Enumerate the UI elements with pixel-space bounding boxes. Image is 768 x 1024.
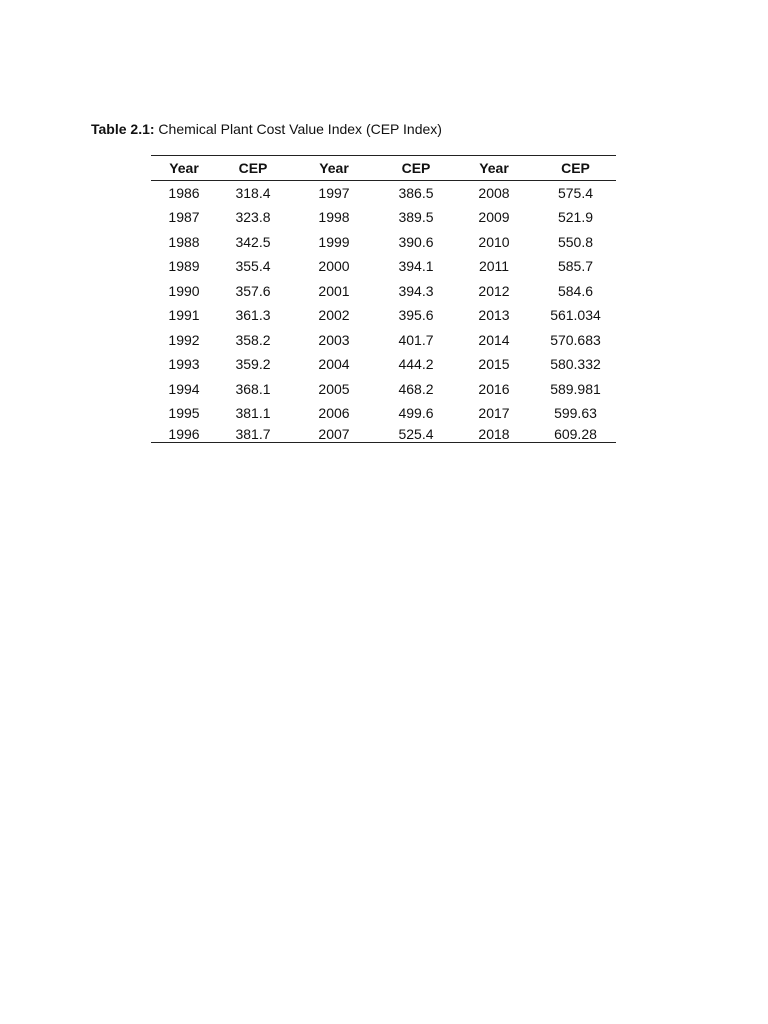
cell-year: 1986 xyxy=(168,185,200,201)
table-row xyxy=(151,254,616,279)
cell-cep: 389.5 xyxy=(398,209,434,226)
table-row xyxy=(151,230,616,255)
cell-year: 2015 xyxy=(478,356,510,373)
cell-year: 1999 xyxy=(318,233,350,250)
cell-cep: 499.6 xyxy=(398,405,434,422)
cell-year: 1994 xyxy=(168,380,200,397)
table-row xyxy=(151,303,616,328)
cell-year: 1987 xyxy=(168,209,200,226)
cell-year: 2007 xyxy=(289,426,379,443)
cell-year: 2013 xyxy=(478,307,510,324)
cell-year: 1988 xyxy=(168,233,200,250)
table-row xyxy=(151,352,616,377)
cell-cep: 359.2 xyxy=(235,356,271,373)
cep-index-table xyxy=(151,155,616,443)
cell-year: 1992 xyxy=(168,331,200,348)
cell-cep: 358.2 xyxy=(235,331,271,348)
header-row xyxy=(151,156,616,181)
table-caption xyxy=(91,120,442,138)
header-year-1: Year xyxy=(151,156,217,181)
cell-cep: 609.28 xyxy=(535,426,616,443)
cell-year: 2010 xyxy=(478,233,510,250)
header-cep-2: CEP xyxy=(379,156,453,181)
table-row xyxy=(151,279,616,304)
cell-year: 2016 xyxy=(478,380,510,397)
cell-year: 2018 xyxy=(453,426,535,443)
cell-cep: 589.981 xyxy=(550,380,601,397)
header-year-2: Year xyxy=(289,156,379,181)
cell-cep: 550.8 xyxy=(557,233,594,250)
cell-cep: 386.5 xyxy=(398,185,434,201)
cell-cep: 361.3 xyxy=(235,307,271,324)
cell-cep: 468.2 xyxy=(398,380,434,397)
cell-year: 1991 xyxy=(168,307,200,324)
table-header xyxy=(151,156,616,181)
cell-cep: 395.6 xyxy=(398,307,434,324)
cell-cep: 521.9 xyxy=(557,209,594,226)
cell-year: 1996 xyxy=(151,426,217,443)
table-body xyxy=(151,181,616,443)
cell-year: 2014 xyxy=(478,331,510,348)
cell-cep: 368.1 xyxy=(235,380,271,397)
cell-cep: 444.2 xyxy=(398,356,434,373)
cell-cep: 381.1 xyxy=(235,405,271,422)
table-row xyxy=(151,401,616,426)
cell-year: 1997 xyxy=(318,185,350,201)
cell-year: 1995 xyxy=(168,405,200,422)
cell-year: 1989 xyxy=(168,258,200,275)
header-year-3: Year xyxy=(453,156,535,181)
cell-year: 2017 xyxy=(478,405,510,422)
cell-cep: 570.683 xyxy=(550,331,601,348)
cell-cep: 525.4 xyxy=(379,426,453,443)
cell-cep: 323.8 xyxy=(235,209,271,226)
table-row xyxy=(151,328,616,353)
cell-year: 1990 xyxy=(168,282,200,299)
table-caption-text: Chemical Plant Cost Value Index (CEP Index) xyxy=(154,121,442,137)
cell-year: 1993 xyxy=(168,356,200,373)
cell-year: 2005 xyxy=(318,380,350,397)
cell-year: 2001 xyxy=(318,282,350,299)
table-row xyxy=(151,181,616,206)
cell-cep: 390.6 xyxy=(398,233,434,250)
cell-cep: 394.1 xyxy=(398,258,434,275)
cell-cep: 599.63 xyxy=(554,405,597,422)
cell-cep: 342.5 xyxy=(235,233,271,250)
cell-year: 2009 xyxy=(478,209,510,226)
cell-year: 2002 xyxy=(318,307,350,324)
table-row xyxy=(151,377,616,402)
cell-cep: 575.4 xyxy=(557,185,594,201)
cell-cep: 561.034 xyxy=(550,307,601,324)
header-cep-3: CEP xyxy=(535,156,616,181)
cell-year: 2004 xyxy=(318,356,350,373)
cell-year: 2003 xyxy=(318,331,350,348)
table-row xyxy=(151,205,616,230)
cell-cep: 580.332 xyxy=(550,356,601,373)
table-caption-label: Table 2.1: xyxy=(91,121,155,137)
cell-year: 2012 xyxy=(478,282,510,299)
cell-cep: 318.4 xyxy=(235,185,271,201)
cell-cep: 381.7 xyxy=(217,426,289,443)
cell-cep: 355.4 xyxy=(235,258,271,275)
cell-year: 2008 xyxy=(478,185,510,201)
cell-year: 2006 xyxy=(318,405,350,422)
cell-year: 2000 xyxy=(318,258,350,275)
cell-cep: 401.7 xyxy=(398,331,434,348)
cell-cep: 357.6 xyxy=(235,282,271,299)
cell-cep: 585.7 xyxy=(557,258,594,275)
cell-cep: 584.6 xyxy=(557,282,594,299)
header-cep-1: CEP xyxy=(217,156,289,181)
cell-year: 1998 xyxy=(318,209,350,226)
cell-cep: 394.3 xyxy=(398,282,434,299)
table-row xyxy=(151,426,616,443)
cell-year: 2011 xyxy=(478,258,510,275)
